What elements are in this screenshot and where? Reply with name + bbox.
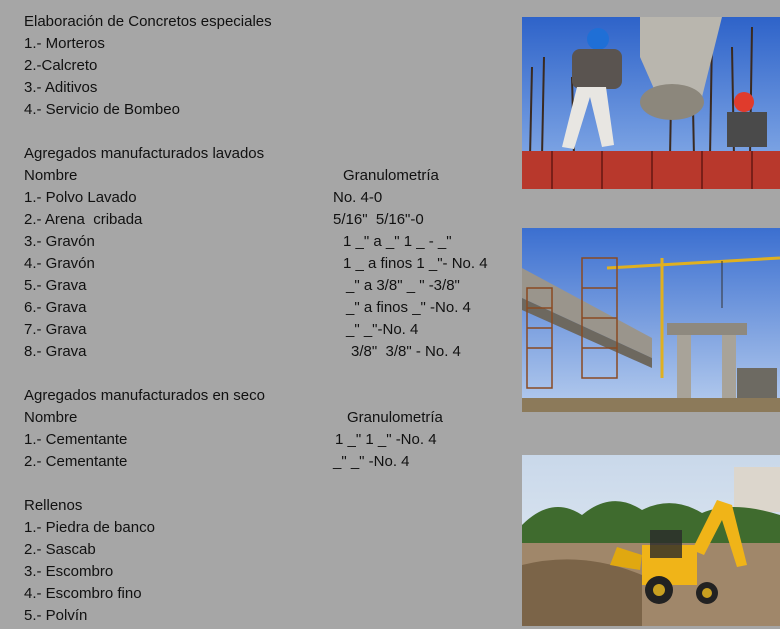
lavados-col-nombre: Nombre bbox=[24, 167, 78, 184]
seco-row-gran: _" _" -No. 4 bbox=[333, 453, 410, 470]
seco-row-nombre: 2.- Cementante bbox=[24, 453, 128, 470]
lavados-row-gran: No. 4-0 bbox=[333, 189, 383, 206]
lavados-col-granulometria: Granulometría bbox=[343, 167, 439, 184]
lavados-row-nombre: 1.- Polvo Lavado bbox=[24, 189, 137, 206]
lavados-row-nombre: 7.- Grava bbox=[24, 321, 87, 338]
seco-col-nombre: Nombre bbox=[24, 409, 78, 426]
lavados-row-gran: 3/8" 3/8" - No. 4 bbox=[351, 343, 461, 360]
rellenos-heading: Rellenos bbox=[24, 497, 83, 514]
lavados-row-gran: 5/16" 5/16"-0 bbox=[333, 211, 424, 228]
rellenos-item: 1.- Piedra de banco bbox=[24, 519, 155, 536]
concrete-pouring-photo bbox=[522, 17, 780, 189]
lavados-row-gran: 1 _" a _" 1 _ - _" bbox=[343, 233, 452, 250]
backhoe-photo bbox=[522, 455, 780, 626]
rellenos-item: 4.- Escombro fino bbox=[24, 585, 142, 602]
concretos-item: 3.- Aditivos bbox=[24, 79, 98, 96]
concretos-item: 2.-Calcreto bbox=[24, 57, 98, 74]
lavados-row-nombre: 6.- Grava bbox=[24, 299, 87, 316]
seco-col-granulometria: Granulometría bbox=[347, 409, 443, 426]
concretos-heading: Elaboración de Concretos especiales bbox=[24, 13, 272, 30]
seco-heading: Agregados manufacturados en seco bbox=[24, 387, 265, 404]
lavados-row-nombre: 4.- Gravón bbox=[24, 255, 95, 272]
lavados-row-gran: _" a 3/8" _ " -3/8" bbox=[346, 277, 460, 294]
lavados-row-nombre: 8.- Grava bbox=[24, 343, 87, 360]
concretos-item: 1.- Morteros bbox=[24, 35, 105, 52]
concretos-item: 4.- Servicio de Bombeo bbox=[24, 101, 180, 118]
rellenos-item: 3.- Escombro bbox=[24, 563, 114, 580]
lavados-heading: Agregados manufacturados lavados bbox=[24, 145, 265, 162]
rellenos-item: 2.- Sascab bbox=[24, 541, 96, 558]
lavados-row-nombre: 3.- Gravón bbox=[24, 233, 95, 250]
seco-row-nombre: 1.- Cementante bbox=[24, 431, 128, 448]
lavados-row-nombre: 2.- Arena cribada bbox=[24, 211, 143, 228]
lavados-row-gran: _" _"-No. 4 bbox=[346, 321, 419, 338]
rellenos-item: 5.- Polvín bbox=[24, 607, 88, 624]
lavados-row-gran: _" a finos _" -No. 4 bbox=[346, 299, 471, 316]
bridge-construction-photo bbox=[522, 228, 780, 412]
lavados-row-gran: 1 _ a finos 1 _"- No. 4 bbox=[343, 255, 488, 272]
lavados-row-nombre: 5.- Grava bbox=[24, 277, 87, 294]
seco-row-gran: 1 _" 1 _" -No. 4 bbox=[335, 431, 437, 448]
